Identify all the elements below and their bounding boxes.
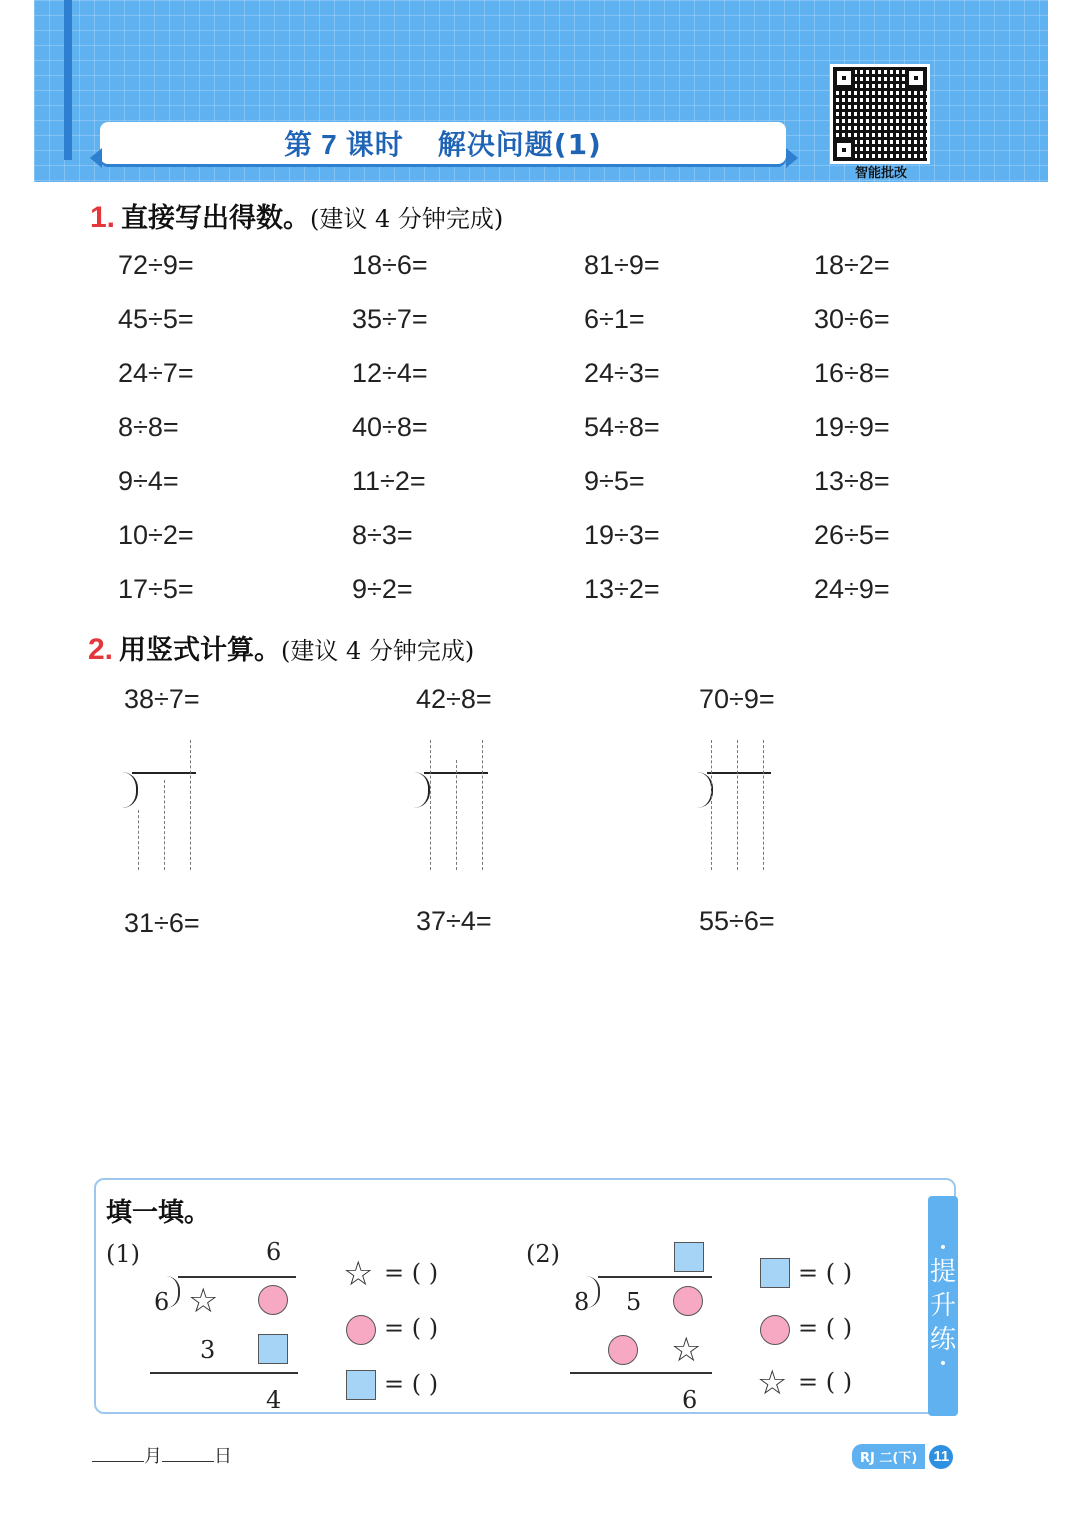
square-icon xyxy=(674,1242,704,1272)
mental-math-problem: 24÷7= xyxy=(118,358,194,388)
p1-product: 3 xyxy=(200,1336,216,1364)
mental-math-problem: 19÷9= xyxy=(814,412,890,442)
square-icon xyxy=(760,1258,790,1288)
p1-divisor: 6 xyxy=(154,1288,170,1316)
p1-division-bar xyxy=(178,1276,296,1278)
page-number: 11 xyxy=(929,1445,953,1469)
header-stripe xyxy=(64,0,72,160)
long-division-frame[interactable] xyxy=(414,740,504,880)
mental-math-problem: 18÷2= xyxy=(814,250,890,280)
star-icon: ☆ xyxy=(343,1254,374,1294)
star-icon: ☆ xyxy=(671,1330,702,1370)
star-answer-field[interactable]: = ( ) xyxy=(384,1259,439,1287)
circle-answer-field[interactable]: = ( ) xyxy=(384,1314,439,1342)
edition-badge: RJ 二(下) xyxy=(852,1444,925,1469)
vertical-problem: 70÷9= xyxy=(699,684,775,714)
mental-math-problem: 40÷8= xyxy=(352,412,428,442)
mental-math-problem: 45÷5= xyxy=(118,304,194,334)
vertical-problem: 31÷6= xyxy=(124,908,200,938)
mental-math-problem: 30÷6= xyxy=(814,304,890,334)
section-1-heading: 1. 直接写出得数。(建议 4 分钟完成) xyxy=(90,201,504,234)
mental-math-problem: 13÷2= xyxy=(584,574,660,604)
mental-math-problem: 8÷8= xyxy=(118,412,179,442)
problem-1-label: (1) xyxy=(106,1240,140,1268)
square-icon xyxy=(346,1370,376,1400)
mental-math-problem: 10÷2= xyxy=(118,520,194,550)
mental-math-problem: 54÷8= xyxy=(584,412,660,442)
mental-math-problem: 26÷5= xyxy=(814,520,890,550)
vertical-problem: 37÷4= xyxy=(416,906,492,936)
mental-math-problem: 8÷3= xyxy=(352,520,413,550)
qr-label: 智能批改 xyxy=(854,166,907,181)
star-icon: ☆ xyxy=(188,1281,219,1321)
lesson-title-text: 第 7 课时 解决问题(1) xyxy=(284,128,602,161)
circle-icon xyxy=(673,1286,703,1316)
square-icon xyxy=(258,1334,288,1364)
mental-math-problem: 13÷8= xyxy=(814,466,890,496)
circle-icon xyxy=(258,1285,288,1315)
long-division-frame[interactable] xyxy=(122,740,212,880)
mental-math-problem: 18÷6= xyxy=(352,250,428,280)
circle-answer-field[interactable]: = ( ) xyxy=(798,1314,853,1342)
mental-math-problem: 17÷5= xyxy=(118,574,194,604)
mental-math-problem: 9÷5= xyxy=(584,466,645,496)
vertical-problem: 55÷6= xyxy=(699,906,775,936)
mental-math-problem: 6÷1= xyxy=(584,304,645,334)
p1-quotient: 6 xyxy=(266,1238,282,1266)
p2-dividend-tens: 5 xyxy=(626,1288,642,1316)
circle-icon xyxy=(760,1315,790,1345)
mental-math-problem: 24÷9= xyxy=(814,574,890,604)
p1-subtraction-line xyxy=(150,1372,298,1374)
section-2-heading: 2. 用竖式计算。(建议 4 分钟完成) xyxy=(88,633,475,666)
page-marker xyxy=(852,1444,953,1469)
square-answer-field[interactable]: = ( ) xyxy=(384,1370,439,1398)
circle-icon xyxy=(608,1335,638,1365)
square-answer-field[interactable]: = ( ) xyxy=(798,1259,853,1287)
mental-math-problem: 11÷2= xyxy=(352,466,426,496)
practice-side-tab: • 提 升 练 • xyxy=(928,1196,958,1416)
fill-title: 填一填。 xyxy=(106,1198,211,1228)
star-answer-field[interactable]: = ( ) xyxy=(798,1368,853,1396)
mental-math-problem: 19÷3= xyxy=(584,520,660,550)
p2-divisor: 8 xyxy=(574,1288,590,1316)
mental-math-problem: 81÷9= xyxy=(584,250,660,280)
p2-remainder: 6 xyxy=(682,1386,698,1414)
date-line[interactable]: 月 日 xyxy=(92,1442,232,1468)
circle-icon xyxy=(346,1315,376,1345)
mental-math-problem: 72÷9= xyxy=(118,250,194,280)
problem-2-label: (2) xyxy=(526,1240,560,1268)
p2-division-bar xyxy=(598,1276,712,1278)
mental-math-problem: 12÷4= xyxy=(352,358,428,388)
lesson-title xyxy=(100,122,786,164)
mental-math-problem: 9÷2= xyxy=(352,574,413,604)
vertical-problem: 42÷8= xyxy=(416,684,492,714)
p2-subtraction-line xyxy=(570,1372,712,1374)
mental-math-problem: 16÷8= xyxy=(814,358,890,388)
mental-math-problem: 24÷3= xyxy=(584,358,660,388)
star-icon: ☆ xyxy=(757,1363,788,1403)
mental-math-problem: 9÷4= xyxy=(118,466,179,496)
vertical-problem: 38÷7= xyxy=(124,684,200,714)
qr-code-icon[interactable] xyxy=(830,64,930,164)
long-division-frame[interactable] xyxy=(697,740,787,880)
mental-math-problem: 35÷7= xyxy=(352,304,428,334)
p1-remainder: 4 xyxy=(266,1386,282,1414)
